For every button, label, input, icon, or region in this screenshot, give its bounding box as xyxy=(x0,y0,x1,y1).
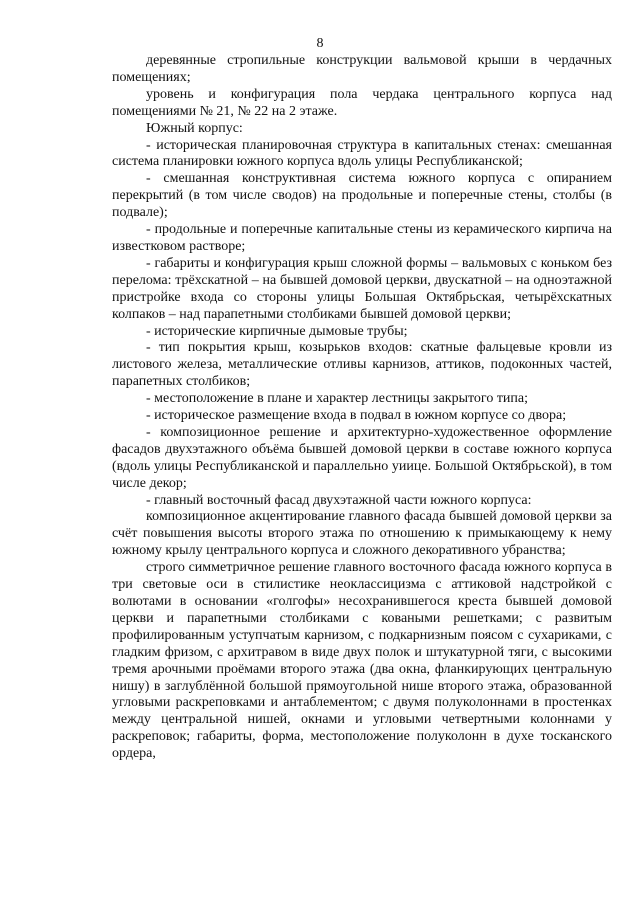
list-item: - историческая планировочная структура в капитальных стенах: смешанная система планировки южного корпуса вдоль улицы Республиканской; xyxy=(112,137,612,170)
list-item: - историческое размещение входа в подвал в южном корпусе со двора; xyxy=(146,408,567,424)
paragraph: композиционное акцентирование главного фасада бывшей домовой церкви за счёт повышения высоты второго этажа по отношению к примыкающему к нему южному крылу центрального корпуса и сложного декоративного убранства; xyxy=(112,509,612,559)
page-number: 8 xyxy=(316,36,324,51)
paragraph: уровень и конфигурация пола чердака центрального корпуса над помещениями № 21, № 22 на 2 этаже. xyxy=(112,86,612,119)
list-item: - исторические кирпичные дымовые трубы; xyxy=(146,323,408,339)
list-item: - продольные и поперечные капитальные стены из керамического кирпича на известковом растворе; xyxy=(112,222,612,254)
list-item: - смешанная конструктивная система южного корпуса с опиранием перекрытий (в том числе сводов) на продольные и поперечные стены, столбы (в подвале); xyxy=(112,171,612,221)
section-heading: Южный корпус: xyxy=(146,120,243,136)
list-item: - главный восточный фасад двухэтажной части южного корпуса: xyxy=(146,492,532,508)
paragraph: деревянные стропильные конструкции вальмовой крыши в чердачных помещениях; xyxy=(112,53,612,85)
document-body xyxy=(112,53,612,763)
list-item: - габариты и конфигурация крыш сложной формы – вальмовых с коньком без перелома: трёхскатной – на бывшей домовой церкви, двускатной – на одноэтажной пристройке входа со стороны улицы Большая Октябрьская, четырёхскатных колпаков – над парапетными столбиками бывшей домовой церкви; xyxy=(112,255,612,322)
list-item: - композиционное решение и архитектурно-художественное оформление фасадов двухэтажного объёма бывшей домовой церкви в составе южного корпуса (вдоль улицы Республиканской и параллельно уиице. Большой Октябрьской), в том числе декор; xyxy=(112,424,612,491)
list-item: - местоположение в плане и характер лестницы закрытого типа; xyxy=(146,391,529,407)
list-item: - тип покрытия крыш, козырьков входов: скатные фальцевые кровли из листового железа, металлические отливы карнизов, аттиков, подоконных частей, парапетных столбиков; xyxy=(112,340,612,390)
paragraph: строго симметричное решение главного восточного фасада южного корпуса в три световые оси в стилистике неоклассицизма с аттиковой надстройкой с волютами в основании «голгофы» несохранившегося креста бывшей домовой церкви и парапетными столбиками с коваными решетками; с развитым профилированным уступчатым карнизом, с подкарнизным поясом с сухариками, с гладким фризом, с архитравом в виде двух полок и штукатурной тяги, с высокими тремя арочными проёмами второго этажа (два окна, фланкирующих центральную нишу) в заглублённой большой прямоугольной нише второго этажа, образованной угловыми раскреповками и антаблементом; с двумя полуколоннами в простенках между центральной нишей, окнами и угловыми четвертными колоннами у раскреповок; габариты, форма, местоположение полуколонн в духе тосканского ордера, xyxy=(112,560,612,762)
